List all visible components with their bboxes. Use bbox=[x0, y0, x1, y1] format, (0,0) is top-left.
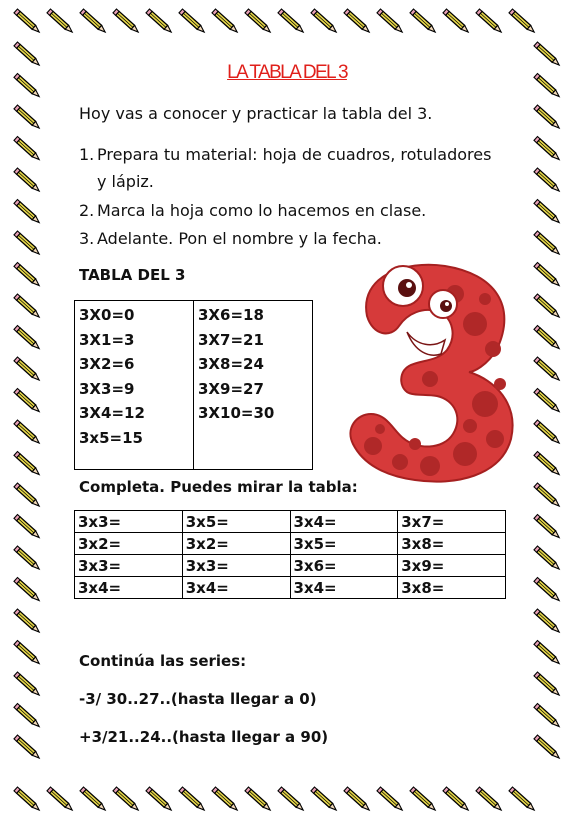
pencil-icon bbox=[14, 787, 41, 812]
pencil-icon bbox=[534, 389, 561, 414]
pencil-icon bbox=[14, 515, 41, 540]
table-entry: 3x5=15 bbox=[79, 428, 143, 447]
pencil-icon bbox=[443, 787, 470, 812]
pencil-icon bbox=[14, 137, 41, 162]
table-cell: 3x8= bbox=[398, 577, 506, 599]
pencil-icon bbox=[534, 357, 561, 382]
table-entry: 3X4=12 bbox=[79, 404, 145, 422]
pencil-icon bbox=[534, 231, 561, 256]
pencil-icon bbox=[534, 546, 561, 571]
pencil-icon bbox=[14, 326, 41, 351]
step-2 bbox=[79, 201, 426, 220]
pencil-icon bbox=[534, 641, 561, 666]
table-entry: 3X10=30 bbox=[198, 404, 275, 422]
pencil-icon bbox=[14, 168, 41, 193]
pencil-icon bbox=[14, 420, 41, 445]
table-heading: TABLA DEL 3 bbox=[79, 266, 186, 284]
pencil-icon bbox=[179, 9, 206, 34]
pencil-icon bbox=[278, 787, 305, 812]
step-3 bbox=[79, 229, 382, 248]
step-1-continuation: y lápiz. bbox=[97, 172, 154, 191]
pencil-icon bbox=[47, 9, 74, 34]
table-row bbox=[75, 511, 506, 533]
step-1 bbox=[79, 145, 491, 164]
pencil-icon bbox=[80, 787, 107, 812]
step-2-number: 2. bbox=[79, 201, 95, 220]
pencil-icon bbox=[344, 787, 371, 812]
table-cell: 3x8= bbox=[398, 533, 506, 555]
table-row bbox=[75, 555, 506, 577]
table-cell: 3x5= bbox=[290, 533, 398, 555]
pencil-icon bbox=[212, 9, 239, 34]
table-column-right bbox=[194, 301, 313, 470]
pencil-icon bbox=[14, 483, 41, 508]
pencil-icon bbox=[377, 9, 404, 34]
pencil-icon bbox=[534, 452, 561, 477]
pencil-icon bbox=[534, 578, 561, 603]
number-three-mascot bbox=[345, 254, 520, 484]
table-entry: 3X1=3 bbox=[79, 330, 135, 349]
table-cell: 3x2= bbox=[75, 533, 183, 555]
pencil-icon bbox=[179, 787, 206, 812]
pencil-icon bbox=[14, 452, 41, 477]
table-cell: 3x5= bbox=[182, 511, 290, 533]
pencil-icon bbox=[14, 704, 41, 729]
pencil-icon bbox=[476, 9, 503, 34]
pencil-icon bbox=[509, 787, 536, 812]
pencil-icon bbox=[534, 420, 561, 445]
table-entry: 3X7=21 bbox=[198, 330, 264, 349]
step-1-text: Prepara tu material: hoja de cuadros, rotuladores bbox=[97, 145, 492, 164]
pencil-icon bbox=[14, 263, 41, 288]
pencil-icon bbox=[14, 389, 41, 414]
pencil-icon bbox=[14, 105, 41, 130]
pencil-icon bbox=[212, 787, 239, 812]
pencil-icon bbox=[410, 787, 437, 812]
step-3-number: 3. bbox=[79, 229, 95, 248]
pencil-icon bbox=[534, 704, 561, 729]
pencil-icon bbox=[443, 9, 470, 34]
table-cell: 3x6= bbox=[290, 555, 398, 577]
pencil-icon bbox=[534, 200, 561, 225]
pencil-icon bbox=[14, 578, 41, 603]
table-cell: 3x4= bbox=[290, 511, 398, 533]
series-item: -3/ 30..27..(hasta llegar a 0) bbox=[79, 690, 317, 708]
table-cell: 3x4= bbox=[182, 577, 290, 599]
step-1-number: 1. bbox=[79, 145, 95, 164]
table-cell: 3x3= bbox=[75, 511, 183, 533]
pencil-icon bbox=[534, 515, 561, 540]
table-entry: 3X8=24 bbox=[198, 355, 264, 373]
pencil-icon bbox=[311, 9, 338, 34]
series-heading: Continúa las series: bbox=[79, 652, 247, 670]
pencil-icon bbox=[534, 326, 561, 351]
pencil-icon bbox=[534, 105, 561, 130]
step-3-text: Adelante. Pon el nombre y la fecha. bbox=[97, 229, 382, 248]
table-entry: 3X6=18 bbox=[198, 306, 264, 324]
table-column-left bbox=[75, 301, 194, 470]
table-cell: 3x2= bbox=[182, 533, 290, 555]
pencil-icon bbox=[14, 546, 41, 571]
table-row bbox=[75, 577, 506, 599]
pencil-icon bbox=[14, 357, 41, 382]
pencil-icon bbox=[80, 9, 107, 34]
completa-heading: Completa. Puedes mirar la tabla: bbox=[79, 478, 358, 496]
pencil-icon bbox=[534, 263, 561, 288]
pencil-icon bbox=[245, 787, 272, 812]
pencil-icon bbox=[14, 231, 41, 256]
pencil-icon bbox=[534, 483, 561, 508]
pencil-icon bbox=[14, 641, 41, 666]
table-entry: 3X2=6 bbox=[79, 355, 135, 373]
pencil-icon bbox=[245, 9, 272, 34]
pencil-icon bbox=[14, 294, 41, 319]
series-item: +3/21..24..(hasta llegar a 90) bbox=[79, 728, 329, 746]
table-cell: 3x9= bbox=[398, 555, 506, 577]
pencil-icon bbox=[146, 787, 173, 812]
table-entry: 3X0=0 bbox=[79, 306, 135, 324]
pencil-icon bbox=[47, 787, 74, 812]
pencil-icon bbox=[534, 137, 561, 162]
table-entry: 3X3=9 bbox=[79, 379, 135, 398]
table-entry: 3X9=27 bbox=[198, 379, 264, 398]
pencil-icon bbox=[534, 735, 561, 760]
pencil-icon bbox=[14, 9, 41, 34]
pencil-icon bbox=[534, 294, 561, 319]
table-cell: 3x3= bbox=[182, 555, 290, 577]
page-title: LA TABLA DEL 3 bbox=[227, 62, 347, 83]
pencil-icon bbox=[377, 787, 404, 812]
pencil-icon bbox=[278, 9, 305, 34]
completa-table bbox=[74, 510, 506, 599]
pencil-icon bbox=[509, 9, 536, 34]
pencil-icon bbox=[344, 9, 371, 34]
multiplication-table bbox=[74, 300, 313, 470]
step-2-text: Marca la hoja como lo hacemos en clase. bbox=[97, 201, 427, 220]
pencil-icon bbox=[113, 9, 140, 34]
pencil-icon bbox=[534, 672, 561, 697]
pencil-icon bbox=[476, 787, 503, 812]
pencil-icon bbox=[113, 787, 140, 812]
table-cell: 3x4= bbox=[75, 577, 183, 599]
table-cell: 3x4= bbox=[290, 577, 398, 599]
pencil-icon bbox=[146, 9, 173, 34]
table-cell: 3x7= bbox=[398, 511, 506, 533]
pencil-icon bbox=[14, 672, 41, 697]
intro-text: Hoy vas a conocer y practicar la tabla del 3. bbox=[79, 104, 433, 123]
table-row bbox=[75, 533, 506, 555]
pencil-icon bbox=[14, 200, 41, 225]
pencil-icon bbox=[410, 9, 437, 34]
pencil-icon bbox=[14, 735, 41, 760]
pencil-icon bbox=[534, 168, 561, 193]
pencil-icon bbox=[311, 787, 338, 812]
table-cell: 3x3= bbox=[75, 555, 183, 577]
pencil-icon bbox=[14, 609, 41, 634]
pencil-icon bbox=[534, 609, 561, 634]
